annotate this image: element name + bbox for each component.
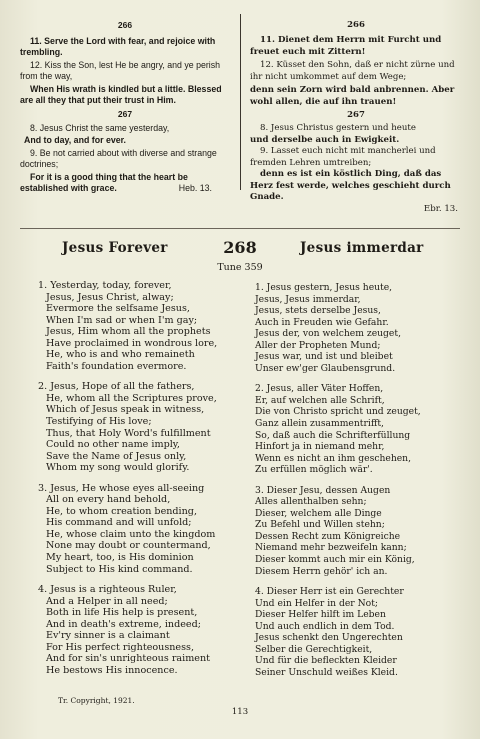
verse-line: Both in life His help is present,: [46, 607, 198, 619]
hymn-verse: [38, 483, 238, 575]
verse-line: Jesus, Jesus Christ, alway;: [46, 291, 174, 303]
hymn-verse: [255, 485, 465, 577]
reading-number: 267: [117, 109, 133, 119]
verse-line: Alles allenthalben sehn;: [255, 496, 367, 508]
verse-line: 4. Jesus is a righteous Ruler,: [38, 584, 177, 596]
verse-line: Evermore the selfsame Jesus,: [46, 303, 190, 315]
verse-line: Ganz allein zusammentrifft,: [255, 418, 384, 430]
verse-line: Dieser Helfer hilft im Leben: [255, 609, 386, 621]
verse-line: Selber die Gerechtigkeit,: [255, 643, 373, 655]
column-divider: [240, 14, 241, 190]
reading-number: 266: [117, 20, 133, 30]
verse-line: Aller der Propheten Mund;: [255, 339, 381, 351]
verse-line: 3. Dieser Jesu, dessen Augen: [255, 484, 391, 496]
verse-line: Could no other name imply,: [46, 439, 180, 451]
verse-line: Dieser, welchem alle Dinge: [255, 507, 382, 519]
reading-number: 266: [347, 20, 365, 30]
reading-verse: 12. Kiss the Son, lest He be angry, and ye perish from the way,: [20, 60, 221, 81]
hymn-number: 268: [223, 238, 257, 257]
reading-verse: denn es ist ein köstlich Ding, daß das Herz fest werde, welches geschieht durch Gnade.: [250, 169, 451, 202]
hymn-verse: [38, 584, 238, 676]
verse-line: Jesus schenkt den Ungerechten: [255, 632, 403, 644]
verse-line: Save the Name of Jesus only,: [46, 450, 187, 462]
page-number: 113: [231, 707, 249, 717]
reading-verse: 9. Lasset euch nicht mit mancherlei und fremden Lehren umtreiben;: [250, 146, 436, 168]
reading-verse: For it is a good thing that the heart be established with grace.: [20, 172, 188, 193]
verse-line: 1. Yesterday, today, forever,: [38, 280, 172, 291]
verse-line: Wenn es nicht an ihm geschehen,: [255, 452, 412, 464]
verse-line: Whom my song would glorify.: [46, 462, 190, 474]
verse-line: Dieser kommt auch mir ein König,: [255, 554, 415, 566]
verse-line: When I'm sad or when I'm gay;: [46, 314, 198, 326]
hymn-english: [38, 280, 238, 686]
reading-verse: And to day, and for ever.: [24, 134, 126, 145]
verse-line: Zu Befehl und Willen stehn;: [255, 519, 385, 531]
reading-verse: 8. Jesus Christus gestern und heute: [260, 123, 416, 133]
verse-line: Und für die befleckten Kleider: [255, 655, 397, 667]
reading-verse: 9. Be not carried about with diverse and strange doctrines;: [20, 148, 217, 169]
reading-german: [250, 20, 462, 215]
verse-line: He, who is and who remaineth: [46, 349, 195, 361]
verse-line: Jesus, stets derselbe Jesus,: [255, 305, 381, 317]
verse-line: My heart, too, is His dominion: [46, 552, 194, 564]
verse-line: 3. Jesus, He whose eyes all-seeing: [38, 482, 205, 494]
reading-verse: 8. Jesus Christ the same yesterday,: [30, 123, 170, 133]
verse-line: Have proclaimed in wondrous lore,: [46, 337, 218, 349]
verse-line: Subject to His kind command.: [46, 563, 193, 575]
verse-line: He, whom all the Scriptures prove,: [46, 392, 217, 404]
verse-line: And in death's extreme, indeed;: [46, 618, 201, 630]
verse-line: Thus, that Holy Word's fulfillment: [46, 427, 211, 439]
hymn-title-german: Jesus immerdar: [300, 240, 424, 256]
verse-line: Testifying of His love;: [46, 416, 152, 428]
verse-line: His command and will unfold;: [46, 517, 192, 529]
hymn-verse: [255, 586, 465, 678]
verse-line: For His perfect righteousness,: [46, 641, 195, 653]
verse-line: He, whose claim unto the kingdom: [46, 528, 216, 540]
hymn-verse: [255, 282, 465, 374]
copyright-notice: Tr. Copyright, 1921.: [58, 696, 135, 705]
verse-line: Auch in Freuden wie Gefahr.: [255, 316, 389, 328]
reading-verse: denn sein Zorn wird bald anbrennen. Aber wohl allen, die auf ihn trauen!: [250, 85, 455, 107]
reading-english: [20, 20, 230, 196]
reading-number: 267: [347, 110, 365, 120]
verse-line: Er, auf welchen alle Schrift,: [255, 394, 385, 406]
verse-line: And a Helper in all need;: [46, 595, 168, 607]
verse-line: And for sin's unrighteous raiment: [46, 653, 211, 665]
verse-line: Faith's foundation evermore.: [46, 360, 187, 372]
reading-verse: 12. Küsset den Sohn, daß er nicht zürne und ihr nicht umkommet auf dem Wege;: [250, 60, 455, 82]
verse-line: 2. Jesus, aller Väter Hoffen,: [255, 383, 384, 395]
reading-reference: Heb. 13.: [178, 182, 212, 193]
verse-line: He bestows His innocence.: [46, 664, 178, 676]
verse-line: 2. Jesus, Hope of all the fathers,: [38, 381, 195, 393]
hymn-german: [255, 282, 465, 688]
verse-line: Zu erfüllen möglich wär'.: [255, 464, 373, 476]
verse-line: Jesus, Jesus immerdar,: [255, 293, 361, 305]
reading-verse: When His wrath is kindled but a little. Blessed are all they that put their trust in Him.: [20, 84, 222, 105]
reading-reference: Ebr. 13.: [423, 203, 458, 214]
verse-line: Unser ew'ger Glaubensgrund.: [255, 362, 396, 374]
hymn-title-english: Jesus Forever: [62, 240, 168, 256]
verse-line: Ev'ry sinner is a claimant: [46, 630, 170, 642]
verse-line: Hinfort ja in niemand mehr,: [255, 441, 385, 453]
tune-reference: Tune 359: [217, 262, 263, 273]
verse-line: Jesus war, und ist und bleibet: [255, 351, 393, 363]
verse-line: Diesem Herrn gehör' ich an.: [255, 565, 388, 577]
verse-line: 1. Jesus gestern, Jesus heute,: [255, 282, 393, 293]
verse-line: Dessen Recht zum Königreiche: [255, 530, 401, 542]
hymn-verse: [38, 381, 238, 473]
verse-line: None may doubt or countermand,: [46, 540, 211, 552]
verse-line: Und auch endlich in dem Tod.: [255, 620, 395, 632]
verse-line: Jesus, Him whom all the prophets: [46, 326, 211, 338]
verse-line: Seiner Unschuld weißes Kleid.: [255, 666, 398, 678]
verse-line: All on every hand behold,: [46, 494, 171, 506]
verse-line: He, to whom creation bending,: [46, 505, 197, 517]
reading-verse: 11. Dienet dem Herrn mit Furcht und freuet euch mit Zittern!: [250, 35, 442, 57]
hymn-verse: [255, 383, 465, 475]
reading-verse: 11. Serve the Lord with fear, and rejoice with trembling.: [20, 36, 216, 57]
verse-line: Jesus der, von welchem zeuget,: [255, 328, 401, 340]
reading-verse: und derselbe auch in Ewigkeit.: [250, 134, 400, 145]
verse-line: Die von Christo spricht und zeuget,: [255, 406, 421, 418]
verse-line: Niemand mehr bezweifeln kann;: [255, 542, 407, 554]
verse-line: So, daß auch die Schrifterfüllung: [255, 429, 411, 441]
hymn-verse: [38, 280, 238, 372]
section-rule: [20, 228, 460, 229]
verse-line: 4. Dieser Herr ist ein Gerechter: [255, 586, 404, 598]
verse-line: Which of Jesus speak in witness,: [46, 404, 205, 416]
verse-line: Und ein Helfer in der Not;: [255, 597, 378, 609]
